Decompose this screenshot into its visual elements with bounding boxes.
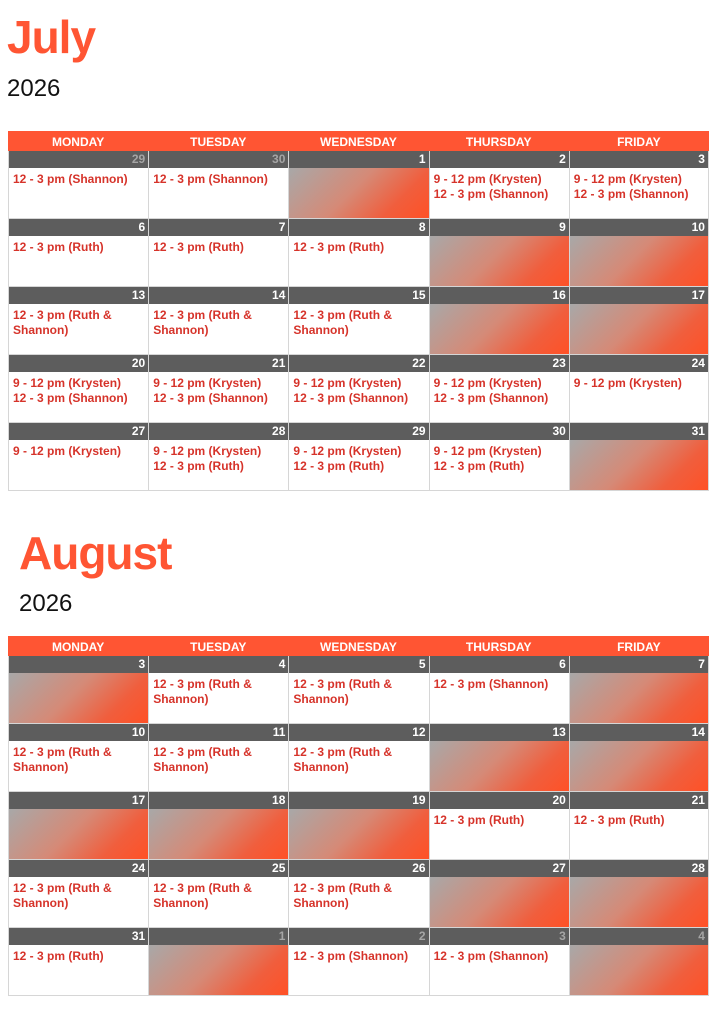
day-number: 15 <box>289 287 428 304</box>
day-number: 21 <box>149 355 288 372</box>
day-cell[interactable] <box>288 928 428 996</box>
month-year-august: 2026 <box>19 590 73 617</box>
shift-entry: 12 - 3 pm (Ruth & Shannon) <box>13 881 112 910</box>
day-events <box>9 236 148 286</box>
day-number: 6 <box>9 219 148 236</box>
weekday-label: MONDAY <box>51 640 105 654</box>
week-row <box>8 287 709 355</box>
weekday-label: MONDAY <box>51 135 105 149</box>
shift-entry: 9 - 12 pm (Krysten) <box>13 376 122 390</box>
day-events <box>149 304 288 354</box>
day-events <box>9 741 148 791</box>
shift-entry: 12 - 3 pm (Ruth & Shannon) <box>293 308 393 337</box>
day-unavailable <box>570 877 708 927</box>
day-events <box>570 372 708 422</box>
day-cell[interactable] <box>8 928 148 996</box>
day-number: 16 <box>430 287 569 304</box>
day-cell[interactable] <box>148 423 288 491</box>
weekday-label: FRIDAY <box>617 640 661 654</box>
day-unavailable <box>149 809 288 859</box>
day-cell[interactable] <box>288 724 428 792</box>
day-cell[interactable] <box>148 656 288 724</box>
day-number: 24 <box>9 860 148 877</box>
shift-entry: 9 - 12 pm (Krysten) <box>13 444 122 458</box>
day-number: 29 <box>289 423 428 440</box>
shift-entry: 12 - 3 pm (Shannon) <box>433 187 549 201</box>
day-cell[interactable] <box>429 792 569 860</box>
day-unavailable <box>9 673 148 723</box>
shift-entry: 12 - 3 pm (Ruth) <box>433 459 525 473</box>
day-cell[interactable] <box>288 423 428 491</box>
day-cell[interactable] <box>288 355 428 423</box>
day-number: 17 <box>570 287 708 304</box>
day-events <box>149 440 288 490</box>
day-number: 25 <box>149 860 288 877</box>
day-cell[interactable] <box>288 656 428 724</box>
day-number: 26 <box>289 860 428 877</box>
day-unavailable <box>430 236 569 286</box>
day-number: 20 <box>9 355 148 372</box>
week-row <box>8 656 709 724</box>
calendar-july <box>8 131 709 491</box>
day-number: 5 <box>289 656 428 673</box>
day-number: 30 <box>430 423 569 440</box>
day-unavailable <box>570 673 708 723</box>
shift-entry: 9 - 12 pm (Krysten) <box>153 444 262 458</box>
shift-entry: 9 - 12 pm (Krysten) <box>433 376 542 390</box>
day-number: 1 <box>149 928 288 945</box>
day-number: 1 <box>289 151 428 168</box>
day-number: 3 <box>570 151 708 168</box>
day-unavailable <box>149 945 288 995</box>
weekday-header <box>8 131 709 151</box>
day-events <box>9 168 148 218</box>
day-events <box>9 304 148 354</box>
day-cell[interactable] <box>569 656 709 724</box>
day-cell[interactable] <box>569 792 709 860</box>
day-events <box>149 372 288 422</box>
day-cell[interactable] <box>569 151 709 219</box>
day-cell[interactable] <box>569 219 709 287</box>
day-cell[interactable] <box>8 724 148 792</box>
day-number: 2 <box>430 151 569 168</box>
day-number: 3 <box>430 928 569 945</box>
day-number: 21 <box>570 792 708 809</box>
day-number: 31 <box>9 928 148 945</box>
shift-entry: 12 - 3 pm (Ruth & Shannon) <box>293 881 393 910</box>
day-number: 31 <box>570 423 708 440</box>
day-cell[interactable] <box>569 423 709 491</box>
day-events <box>149 168 288 218</box>
day-events <box>289 877 428 927</box>
day-cell[interactable] <box>148 860 288 928</box>
day-events <box>9 945 148 995</box>
day-events <box>149 673 288 723</box>
day-cell[interactable] <box>148 928 288 996</box>
shift-entry: 12 - 3 pm (Ruth) <box>13 949 104 963</box>
shift-entry: 12 - 3 pm (Shannon) <box>433 677 549 691</box>
day-events <box>289 304 428 354</box>
day-unavailable <box>570 945 708 995</box>
day-cell[interactable] <box>288 792 428 860</box>
day-cell[interactable] <box>288 860 428 928</box>
day-cell[interactable] <box>148 355 288 423</box>
week-row <box>8 724 709 792</box>
day-events <box>149 236 288 286</box>
day-cell[interactable] <box>429 287 569 355</box>
shift-entry: 12 - 3 pm (Ruth) <box>293 240 385 254</box>
day-cell[interactable] <box>8 287 148 355</box>
weekday-label: THURSDAY <box>465 640 532 654</box>
day-number: 7 <box>149 219 288 236</box>
shift-entry: 12 - 3 pm (Ruth & Shannon) <box>13 308 112 337</box>
shift-entry: 9 - 12 pm (Krysten) <box>293 444 402 458</box>
day-number: 4 <box>570 928 708 945</box>
month-title-august: August <box>19 527 172 579</box>
day-unavailable <box>9 809 148 859</box>
shift-entry: 9 - 12 pm (Krysten) <box>573 376 682 390</box>
day-number: 20 <box>430 792 569 809</box>
week-row <box>8 423 709 491</box>
shift-entry: 9 - 12 pm (Krysten) <box>293 376 402 390</box>
shift-entry: 12 - 3 pm (Ruth & Shannon) <box>13 745 112 774</box>
day-cell[interactable] <box>429 724 569 792</box>
day-events <box>289 945 428 995</box>
shift-entry: 9 - 12 pm (Krysten) <box>573 172 682 186</box>
day-events <box>430 809 569 859</box>
day-events <box>149 741 288 791</box>
shift-entry: 12 - 3 pm (Ruth) <box>433 813 525 827</box>
day-cell[interactable] <box>148 219 288 287</box>
day-number: 19 <box>289 792 428 809</box>
shift-entry: 12 - 3 pm (Shannon) <box>293 391 409 405</box>
shift-entry: 12 - 3 pm (Shannon) <box>293 949 409 963</box>
shift-entry: 12 - 3 pm (Ruth) <box>293 459 385 473</box>
day-number: 17 <box>9 792 148 809</box>
shift-entry: 12 - 3 pm (Ruth & Shannon) <box>293 745 393 774</box>
shift-entry: 12 - 3 pm (Ruth & Shannon) <box>153 881 252 910</box>
shift-entry: 12 - 3 pm (Shannon) <box>433 391 549 405</box>
day-number: 14 <box>149 287 288 304</box>
day-cell[interactable] <box>8 355 148 423</box>
day-events <box>430 168 569 218</box>
day-cell[interactable] <box>148 287 288 355</box>
calendar-august <box>8 636 709 996</box>
month-title-july: July <box>7 11 96 63</box>
day-cell[interactable] <box>288 287 428 355</box>
day-unavailable <box>430 877 569 927</box>
day-number: 30 <box>149 151 288 168</box>
day-number: 13 <box>430 724 569 741</box>
shift-entry: 12 - 3 pm (Shannon) <box>573 187 689 201</box>
week-row <box>8 219 709 287</box>
day-number: 29 <box>9 151 148 168</box>
day-number: 27 <box>9 423 148 440</box>
day-unavailable <box>570 304 708 354</box>
day-unavailable <box>289 168 428 218</box>
day-events <box>430 673 569 723</box>
day-number: 9 <box>430 219 569 236</box>
day-cell[interactable] <box>569 724 709 792</box>
shift-entry: 12 - 3 pm (Ruth) <box>573 813 665 827</box>
day-cell[interactable] <box>148 724 288 792</box>
day-cell[interactable] <box>288 151 428 219</box>
day-unavailable <box>570 440 708 490</box>
day-number: 13 <box>9 287 148 304</box>
month-year-july: 2026 <box>7 75 61 102</box>
day-unavailable <box>289 809 428 859</box>
day-cell[interactable] <box>148 151 288 219</box>
shift-entry: 12 - 3 pm (Ruth) <box>13 240 104 254</box>
day-events <box>9 877 148 927</box>
week-row <box>8 792 709 860</box>
day-cell[interactable] <box>569 860 709 928</box>
day-events <box>570 168 708 218</box>
day-cell[interactable] <box>8 219 148 287</box>
day-events <box>289 372 428 422</box>
shift-entry: 12 - 3 pm (Shannon) <box>153 391 268 405</box>
weekday-label: TUESDAY <box>190 135 247 149</box>
day-events <box>289 440 428 490</box>
weekday-label: TUESDAY <box>190 640 247 654</box>
day-events <box>289 741 428 791</box>
day-events <box>430 945 569 995</box>
shift-entry: 12 - 3 pm (Ruth) <box>153 240 244 254</box>
day-number: 12 <box>289 724 428 741</box>
shift-entry: 12 - 3 pm (Shannon) <box>13 172 128 186</box>
day-number: 28 <box>570 860 708 877</box>
day-cell[interactable] <box>569 287 709 355</box>
day-number: 24 <box>570 355 708 372</box>
day-number: 22 <box>289 355 428 372</box>
day-cell[interactable] <box>8 656 148 724</box>
weekday-label: FRIDAY <box>617 135 661 149</box>
day-number: 6 <box>430 656 569 673</box>
day-cell[interactable] <box>429 355 569 423</box>
day-number: 10 <box>570 219 708 236</box>
day-cell[interactable] <box>8 860 148 928</box>
day-events <box>289 673 428 723</box>
shift-entry: 12 - 3 pm (Ruth & Shannon) <box>153 745 252 774</box>
day-events <box>570 809 708 859</box>
day-number: 3 <box>9 656 148 673</box>
day-unavailable <box>430 741 569 791</box>
weekday-header <box>8 636 709 656</box>
day-cell[interactable] <box>429 656 569 724</box>
day-unavailable <box>570 236 708 286</box>
day-cell[interactable] <box>429 219 569 287</box>
day-events <box>9 372 148 422</box>
weekday-label: WEDNESDAY <box>320 640 397 654</box>
day-cell[interactable] <box>429 928 569 996</box>
shift-entry: 12 - 3 pm (Shannon) <box>153 172 268 186</box>
day-number: 4 <box>149 656 288 673</box>
day-events <box>289 236 428 286</box>
week-row <box>8 151 709 219</box>
week-row <box>8 355 709 423</box>
day-cell[interactable] <box>8 151 148 219</box>
day-cell[interactable] <box>148 792 288 860</box>
week-row <box>8 860 709 928</box>
day-number: 10 <box>9 724 148 741</box>
day-number: 14 <box>570 724 708 741</box>
shift-entry: 12 - 3 pm (Ruth & Shannon) <box>153 677 252 706</box>
day-number: 2 <box>289 928 428 945</box>
shift-entry: 12 - 3 pm (Shannon) <box>433 949 549 963</box>
day-unavailable <box>430 304 569 354</box>
day-events <box>9 440 148 490</box>
day-events <box>430 440 569 490</box>
day-number: 7 <box>570 656 708 673</box>
shift-entry: 12 - 3 pm (Ruth & Shannon) <box>293 677 393 706</box>
shift-entry: 12 - 3 pm (Ruth) <box>153 459 244 473</box>
shift-entry: 9 - 12 pm (Krysten) <box>153 376 262 390</box>
day-number: 28 <box>149 423 288 440</box>
day-cell[interactable] <box>569 355 709 423</box>
shift-entry: 9 - 12 pm (Krysten) <box>433 172 542 186</box>
day-cell[interactable] <box>288 219 428 287</box>
shift-entry: 12 - 3 pm (Shannon) <box>13 391 128 405</box>
week-row <box>8 928 709 996</box>
day-cell[interactable] <box>429 860 569 928</box>
weekday-label: WEDNESDAY <box>320 135 397 149</box>
day-cell[interactable] <box>429 423 569 491</box>
day-events <box>430 372 569 422</box>
weekday-label: THURSDAY <box>465 135 532 149</box>
day-number: 11 <box>149 724 288 741</box>
day-cell[interactable] <box>8 792 148 860</box>
shift-entry: 9 - 12 pm (Krysten) <box>433 444 542 458</box>
day-number: 27 <box>430 860 569 877</box>
day-number: 23 <box>430 355 569 372</box>
day-unavailable <box>570 741 708 791</box>
day-number: 8 <box>289 219 428 236</box>
day-cell[interactable] <box>569 928 709 996</box>
day-cell[interactable] <box>429 151 569 219</box>
shift-entry: 12 - 3 pm (Ruth & Shannon) <box>153 308 252 337</box>
day-events <box>149 877 288 927</box>
day-number: 18 <box>149 792 288 809</box>
day-cell[interactable] <box>8 423 148 491</box>
